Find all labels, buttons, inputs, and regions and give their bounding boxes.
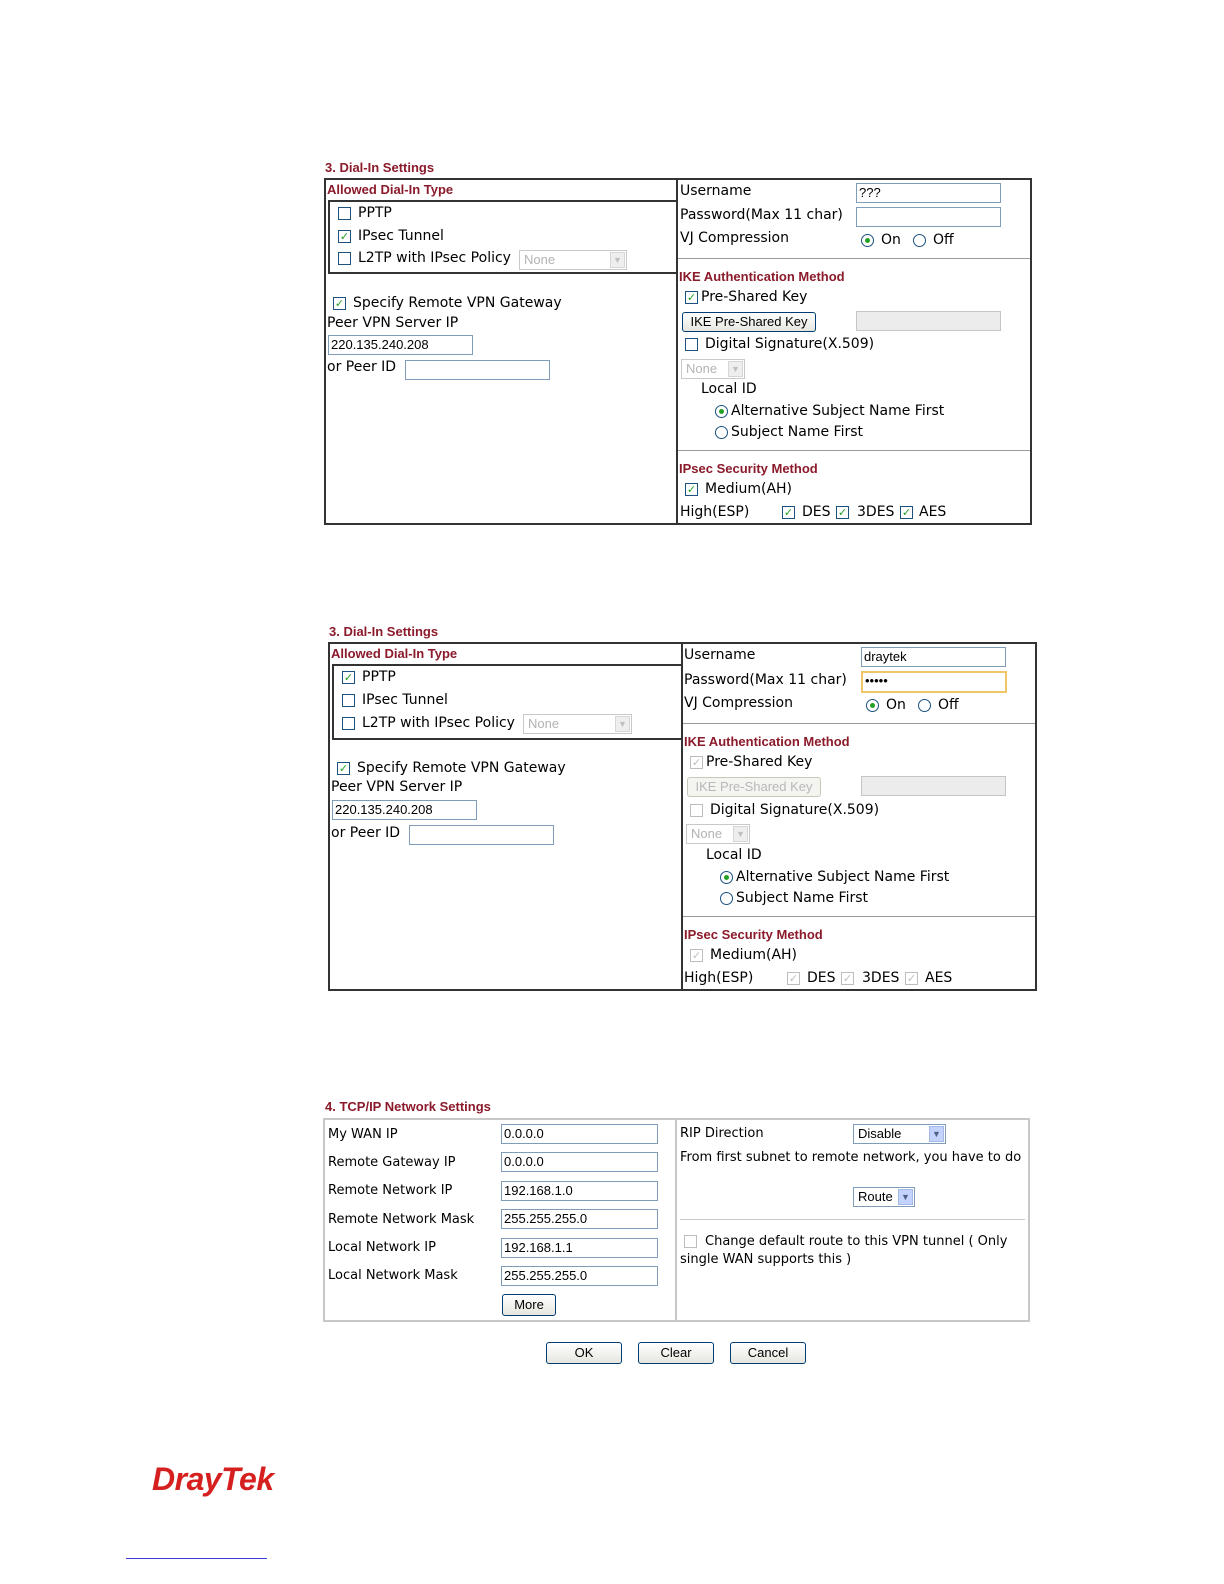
ike-psk-input[interactable] xyxy=(856,311,1001,331)
local-id-label: Local ID xyxy=(701,381,757,397)
vj-off-label: Off xyxy=(933,232,954,248)
route-value: Route xyxy=(858,1189,893,1204)
remote-network-ip-label: Remote Network IP xyxy=(328,1183,453,1198)
l2tp-checkbox[interactable] xyxy=(342,717,355,730)
divider xyxy=(683,723,1035,724)
route-select[interactable] xyxy=(853,1187,915,1207)
medium-ah-checkbox[interactable]: ✓ xyxy=(686,483,697,496)
subject-first-label: Subject Name First xyxy=(731,424,864,440)
password-label: Password(Max 11 char) xyxy=(684,672,847,688)
remote-network-mask-label: Remote Network Mask xyxy=(328,1212,475,1227)
my-wan-ip-label: My WAN IP xyxy=(328,1127,398,1142)
username-label: Username xyxy=(680,183,752,199)
specify-gateway-label: Specify Remote VPN Gateway xyxy=(353,295,562,311)
vj-off-label: Off xyxy=(938,697,959,713)
password-label: Password(Max 11 char) xyxy=(680,207,843,223)
medium-ah-label: Medium(AH) xyxy=(705,481,793,497)
digital-sig-checkbox[interactable] xyxy=(690,804,703,817)
divider xyxy=(680,1219,1025,1220)
remote-gateway-ip-label: Remote Gateway IP xyxy=(328,1155,456,1170)
l2tp-policy-select[interactable] xyxy=(523,714,632,734)
subject-first-label: Subject Name First xyxy=(736,890,869,906)
peer-id-label: or Peer ID xyxy=(327,359,397,375)
vj-on-label: On xyxy=(886,697,906,713)
3des-label: 3DES xyxy=(862,970,900,986)
pptp-checkbox[interactable]: ✓ xyxy=(343,671,354,684)
draytek-logo: DrayTek xyxy=(152,1461,274,1497)
vj-off-radio[interactable] xyxy=(913,234,926,247)
specify-gateway-label: Specify Remote VPN Gateway xyxy=(357,760,566,776)
chevron-down-icon: ▼ xyxy=(615,716,630,732)
peer-id-label: or Peer ID xyxy=(331,825,401,841)
peer-server-label: Peer VPN Server IP xyxy=(331,779,463,795)
local-network-ip-input[interactable]: 192.168.1.1 xyxy=(501,1238,658,1258)
subnet-text: From first subnet to remote network, you have to do xyxy=(680,1150,1022,1165)
divider xyxy=(683,916,1035,917)
peer-server-input[interactable]: 220.135.240.208 xyxy=(328,335,473,355)
remote-gateway-ip-input[interactable]: 0.0.0.0 xyxy=(501,1152,658,1172)
l2tp-policy-value: None xyxy=(528,716,560,731)
vj-on-radio[interactable] xyxy=(866,699,879,712)
l2tp-policy-value: None xyxy=(524,252,556,267)
peer-server-label: Peer VPN Server IP xyxy=(327,315,459,331)
aes-checkbox[interactable]: ✓ xyxy=(906,972,917,985)
ike-heading: IKE Authentication Method xyxy=(679,269,845,284)
digital-sig-checkbox[interactable] xyxy=(685,338,698,351)
ipsec-heading: IPsec Security Method xyxy=(684,927,823,942)
digital-sig-label: Digital Signature(X.509) xyxy=(710,802,880,818)
pre-shared-label: Pre-Shared Key xyxy=(706,754,813,770)
local-network-mask-label: Local Network Mask xyxy=(328,1268,458,1283)
ike-psk-button[interactable]: IKE Pre-Shared Key xyxy=(687,777,821,797)
ipsec-tunnel-checkbox[interactable] xyxy=(342,694,355,707)
pre-shared-checkbox[interactable]: ✓ xyxy=(691,756,702,769)
divider xyxy=(678,258,1030,259)
password-input[interactable]: ••••• xyxy=(861,671,1007,693)
subject-first-radio[interactable] xyxy=(720,892,733,905)
username-input[interactable]: ??? xyxy=(856,183,1001,203)
vj-label: VJ Compression xyxy=(680,230,789,246)
ike-psk-input[interactable] xyxy=(861,776,1006,796)
chevron-down-icon: ▼ xyxy=(929,1126,944,1142)
pre-shared-label: Pre-Shared Key xyxy=(701,289,808,305)
sig-select-value: None xyxy=(691,826,723,841)
vj-on-radio[interactable] xyxy=(861,234,874,247)
rip-direction-value: Disable xyxy=(858,1126,902,1141)
specify-gateway-checkbox[interactable]: ✓ xyxy=(334,297,345,310)
3des-checkbox[interactable]: ✓ xyxy=(837,506,848,519)
tcpip-divider xyxy=(675,1120,677,1320)
allowed-type-heading: Allowed Dial-In Type xyxy=(327,182,454,197)
vj-on-label: On xyxy=(881,232,901,248)
l2tp-policy-select[interactable] xyxy=(519,250,627,270)
chevron-down-icon: ▼ xyxy=(610,252,625,268)
username-label: Username xyxy=(684,647,756,663)
rip-direction-select[interactable] xyxy=(853,1124,946,1144)
section1-title: 3. Dial-In Settings xyxy=(325,160,435,175)
medium-ah-label: Medium(AH) xyxy=(710,947,798,963)
peer-server-input[interactable]: 220.135.240.208 xyxy=(332,800,477,820)
des-label: DES xyxy=(802,504,831,520)
alt-subject-radio[interactable] xyxy=(720,871,733,884)
cancel-button[interactable]: Cancel xyxy=(730,1342,806,1364)
3des-label: 3DES xyxy=(857,504,895,520)
sig-select-value: None xyxy=(686,361,718,376)
ipsec-heading: IPsec Security Method xyxy=(679,461,818,476)
clear-button[interactable]: Clear xyxy=(638,1342,714,1364)
ok-button[interactable]: OK xyxy=(546,1342,622,1364)
section2-title: 3. Dial-In Settings xyxy=(329,624,439,639)
footer-rule xyxy=(126,1558,267,1559)
chevron-down-icon: ▼ xyxy=(728,361,743,377)
chevron-down-icon: ▼ xyxy=(733,826,748,842)
aes-label: AES xyxy=(925,970,953,986)
pptp-label: PPTP xyxy=(358,205,392,221)
des-checkbox[interactable]: ✓ xyxy=(783,506,794,519)
sig-select[interactable] xyxy=(681,359,745,379)
alt-subject-radio[interactable] xyxy=(715,405,728,418)
specify-gateway-checkbox[interactable]: ✓ xyxy=(338,762,349,775)
medium-ah-checkbox[interactable]: ✓ xyxy=(691,949,702,962)
l2tp-checkbox[interactable] xyxy=(338,252,351,265)
chevron-down-icon: ▼ xyxy=(898,1189,913,1205)
alt-subject-label: Alternative Subject Name First xyxy=(736,869,950,885)
peer-id-input[interactable] xyxy=(409,825,554,845)
aes-checkbox[interactable]: ✓ xyxy=(901,506,912,519)
pptp-label: PPTP xyxy=(362,669,396,685)
3des-checkbox[interactable]: ✓ xyxy=(842,972,853,985)
remote-network-mask-input[interactable]: 255.255.255.0 xyxy=(501,1209,658,1229)
remote-network-ip-input[interactable]: 192.168.1.0 xyxy=(501,1181,658,1201)
more-button[interactable]: More xyxy=(502,1294,556,1316)
digital-sig-label: Digital Signature(X.509) xyxy=(705,336,875,352)
change-route-label: Change default route to this VPN tunnel ( Only single WAN supports this ) xyxy=(680,1234,1008,1267)
local-network-mask-input[interactable]: 255.255.255.0 xyxy=(501,1266,658,1286)
des-label: DES xyxy=(807,970,836,986)
alt-subject-label: Alternative Subject Name First xyxy=(731,403,945,419)
des-checkbox[interactable]: ✓ xyxy=(788,972,799,985)
ike-heading: IKE Authentication Method xyxy=(684,734,850,749)
sig-select[interactable] xyxy=(686,824,750,844)
pptp-checkbox[interactable] xyxy=(338,207,351,220)
pre-shared-checkbox[interactable]: ✓ xyxy=(686,291,697,304)
ipsec-tunnel-label: IPsec Tunnel xyxy=(362,692,448,708)
subject-first-radio[interactable] xyxy=(715,426,728,439)
ipsec-tunnel-label: IPsec Tunnel xyxy=(358,228,444,244)
vj-off-radio[interactable] xyxy=(918,699,931,712)
local-network-ip-label: Local Network IP xyxy=(328,1240,436,1255)
rip-direction-label: RIP Direction xyxy=(680,1126,764,1141)
divider xyxy=(678,450,1030,451)
password-input[interactable] xyxy=(856,207,1001,227)
l2tp-label: L2TP with IPsec Policy xyxy=(358,250,511,266)
section3-title: 4. TCP/IP Network Settings xyxy=(325,1099,491,1114)
high-esp-label: High(ESP) xyxy=(680,504,750,520)
my-wan-ip-input[interactable]: 0.0.0.0 xyxy=(501,1124,658,1144)
ipsec-tunnel-checkbox[interactable]: ✓ xyxy=(339,230,350,243)
local-id-label: Local ID xyxy=(706,847,762,863)
vj-label: VJ Compression xyxy=(684,695,793,711)
username-input[interactable]: draytek xyxy=(861,647,1006,667)
l2tp-label: L2TP with IPsec Policy xyxy=(362,715,515,731)
aes-label: AES xyxy=(919,504,947,520)
peer-id-input[interactable] xyxy=(405,360,550,380)
allowed-type-heading: Allowed Dial-In Type xyxy=(331,646,458,661)
ike-psk-button[interactable]: IKE Pre-Shared Key xyxy=(682,312,816,332)
high-esp-label: High(ESP) xyxy=(684,970,754,986)
